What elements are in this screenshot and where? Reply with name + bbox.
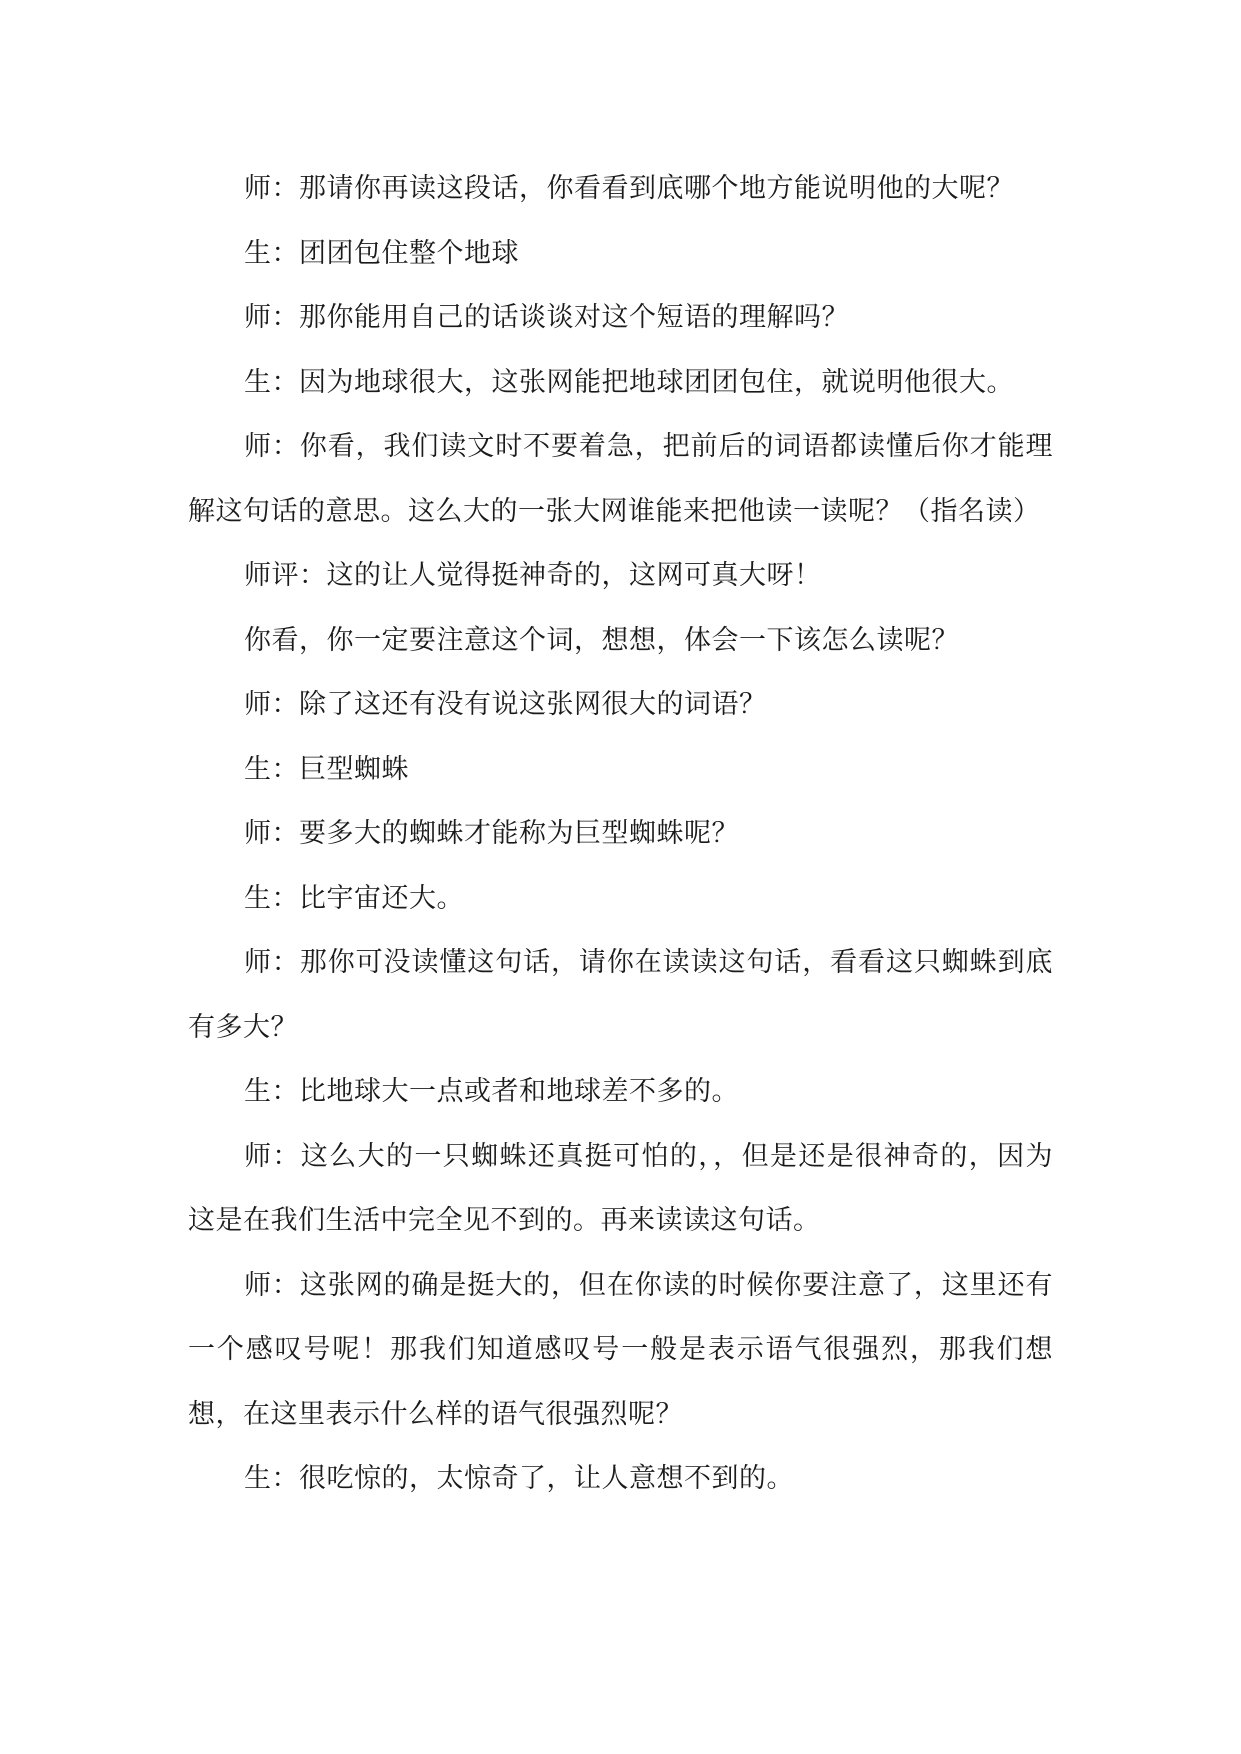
paragraph: 师：那请你再读这段话，你看看到底哪个地方能说明他的大呢？ (244, 173, 1014, 204)
paragraph: 生：因为地球很大，这张网能把地球团团包住，就说明他很大。 (244, 366, 1014, 398)
paragraph: 生：比地球大一点或者和地球差不多的。 (244, 1076, 739, 1107)
paragraph: 生：很吃惊的，太惊奇了，让人意想不到的。 (244, 1463, 794, 1494)
paragraph: 师：要多大的蜘蛛才能称为巨型蜘蛛呢？ (244, 818, 739, 849)
paragraph: 生：巨型蜘蛛 (244, 753, 409, 785)
paragraph: 师：这张网的确是挺大的，但在你读的时候你要注意了，这里还有一个感叹号呢！那我们知道感叹号一般是表示语气很强烈，那我们想想，在这里表示什么样的语气很强烈呢？ (188, 1269, 1053, 1430)
paragraph: 师：那你能用自己的话谈谈对这个短语的理解吗？ (244, 302, 849, 333)
paragraph: 师评：这的让人觉得挺神奇的，这网可真大呀！ (244, 560, 822, 591)
paragraph: 你看，你一定要注意这个词，想想，体会一下该怎么读呢？ (244, 624, 959, 656)
paragraph: 师：你看，我们读文时不要着急，把前后的词语都读懂后你才能理解这句话的意思。这么大的一张大网谁能来把他读一读呢？（指名读） (188, 431, 1053, 527)
paragraph: 师：那你可没读懂这句话，请你在读读这句话，看看这只蜘蛛到底有多大？ (188, 947, 1053, 1043)
document-body (188, 157, 1053, 1512)
paragraph: 生：团团包住整个地球 (244, 237, 519, 269)
paragraph: 师：这么大的一只蜘蛛还真挺可怕的，，但是还是很神奇的，因为这是在我们生活中完全见不到的。再来读读这句话。 (188, 1140, 1053, 1236)
paragraph: 师：除了这还有没有说这张网很大的词语？ (244, 689, 767, 720)
paragraph: 生：比宇宙还大。 (244, 882, 464, 914)
